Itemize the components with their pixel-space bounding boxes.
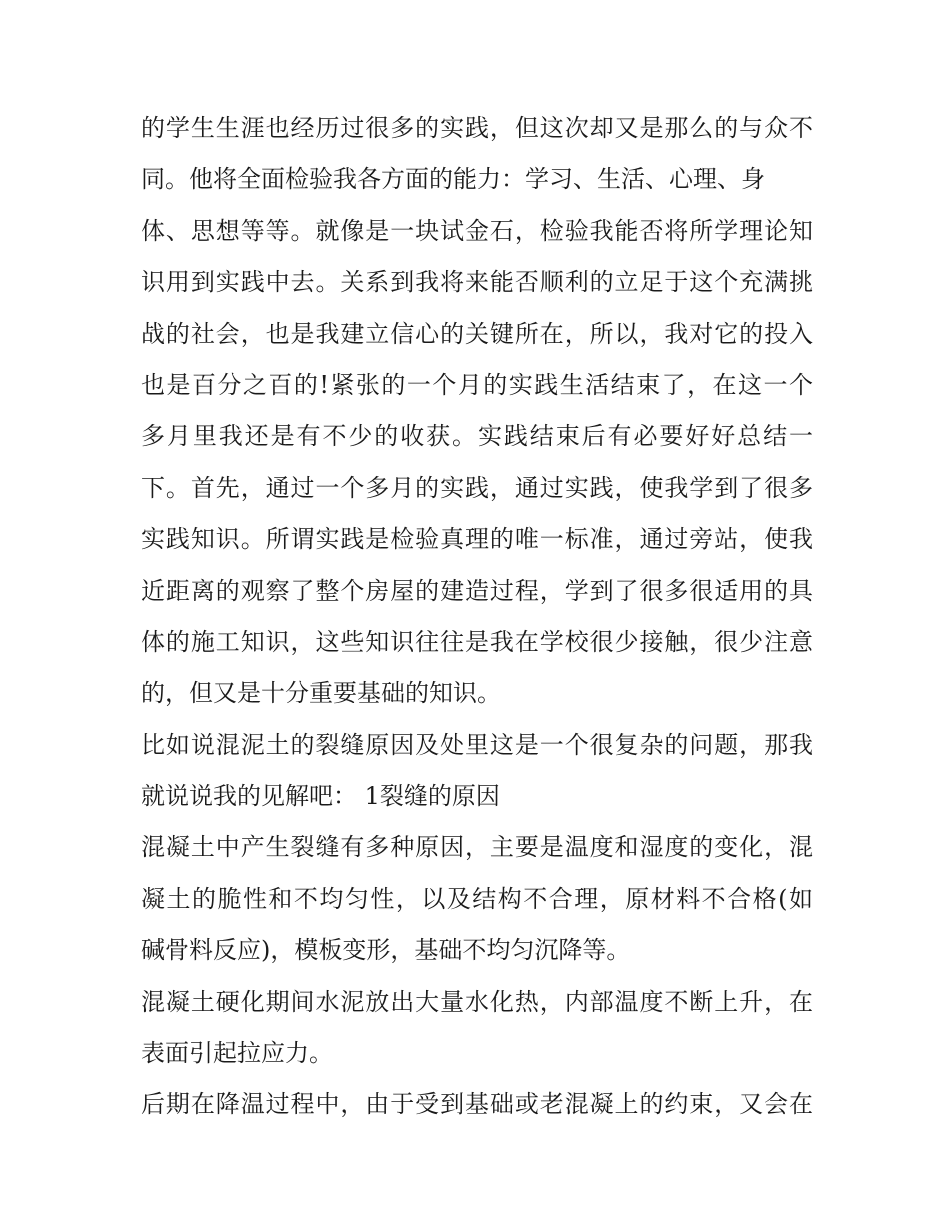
text-line: 就说说我的见解吧： 1裂缝的原因 bbox=[141, 782, 500, 811]
text-line: 碱骨料反应)，模板变形，基础不均匀沉降等。 bbox=[141, 936, 631, 965]
text-line: 近距离的观察了整个房屋的建造过程，学到了很多很适用的具 bbox=[141, 576, 813, 605]
text-line: 实践知识。所谓实践是检验真理的唯一标准，通过旁站，使我 bbox=[141, 525, 813, 554]
text-line: 也是百分之百的!紧张的一个月的实践生活结束了，在这一个 bbox=[141, 370, 813, 399]
text-line: 的，但又是十分重要基础的知识。 bbox=[141, 679, 501, 708]
text-line: 混凝土中产生裂缝有多种原因，主要是温度和湿度的变化，混 bbox=[141, 833, 813, 862]
document-body bbox=[141, 103, 813, 1131]
text-line: 比如说混泥土的裂缝原因及处里这是一个很复杂的问题，那我 bbox=[141, 730, 813, 759]
text-line: 下。首先，通过一个多月的实践，通过实践，使我学到了很多 bbox=[141, 473, 813, 502]
text-line: 战的社会，也是我建立信心的关键所在，所以，我对它的投入 bbox=[141, 319, 813, 348]
text-line: 凝土的脆性和不均匀性，以及结构不合理，原材料不合格(如 bbox=[141, 884, 813, 913]
text-line: 同。他将全面检验我各方面的能力：学习、生活、心理、身 bbox=[141, 165, 765, 194]
text-line: 混凝土硬化期间水泥放出大量水化热，内部温度不断上升，在 bbox=[141, 987, 813, 1016]
text-line: 多月里我还是有不少的收获。实践结束后有必要好好总结一 bbox=[141, 422, 813, 451]
text-line: 体的施工知识，这些知识往往是我在学校很少接触，很少注意 bbox=[141, 627, 813, 656]
text-line: 后期在降温过程中，由于受到基础或老混凝上的约束，又会在 bbox=[141, 1090, 813, 1119]
text-line: 识用到实践中去。关系到我将来能否顺利的立足于这个充满挑 bbox=[141, 268, 813, 297]
text-line: 体、思想等等。就像是一块试金石，检验我能否将所学理论知 bbox=[141, 216, 813, 245]
text-line: 的学生生涯也经历过很多的实践，但这次却又是那么的与众不 bbox=[141, 114, 813, 142]
text-line: 表面引起拉应力。 bbox=[141, 1039, 333, 1068]
